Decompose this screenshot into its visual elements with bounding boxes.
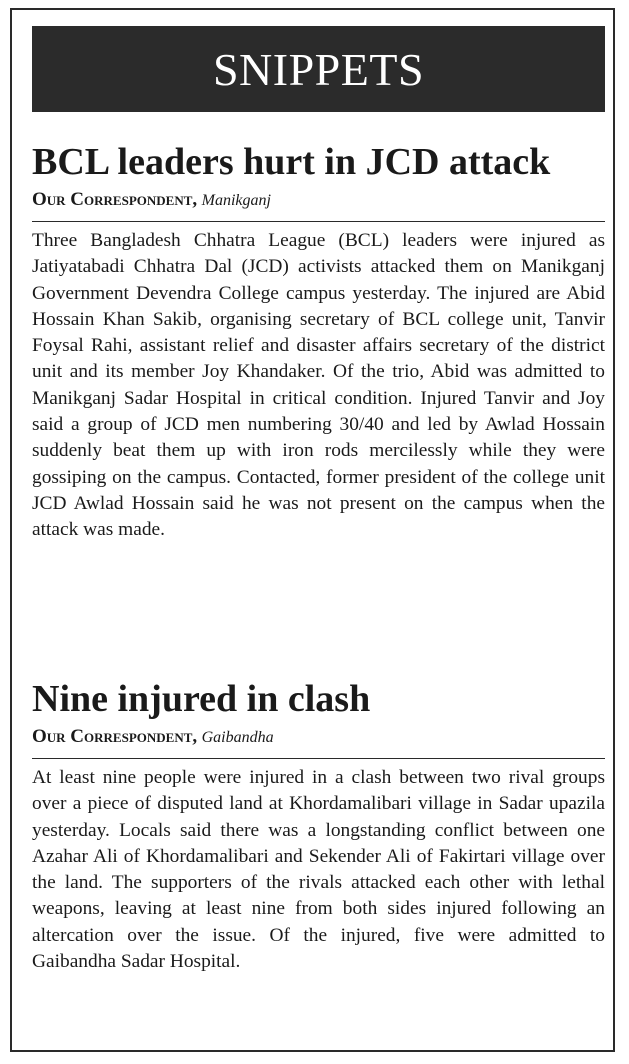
divider — [32, 221, 605, 222]
divider — [32, 758, 605, 759]
story-byline — [32, 725, 605, 749]
byline-place: Manikganj — [201, 192, 271, 209]
news-story — [32, 140, 605, 544]
news-story — [32, 677, 605, 975]
story-byline — [32, 188, 605, 212]
section-banner — [32, 26, 605, 112]
byline-name: Our Correspondent, — [32, 726, 198, 747]
story-headline: Nine injured in clash — [32, 678, 371, 720]
byline-name: Our Correspondent, — [32, 189, 198, 210]
story-headline: BCL leaders hurt in JCD attack — [32, 141, 551, 183]
story-body: At least nine people were injured in a clash between two rival groups over a piece of disputed land at Khordamalibari village in Sadar upazila yesterday. Locals said there was a longstanding conflict between one Azahar Ali of Khordamalibari and Sekender Ali of Fakirtari village over the land. The supporters of the rivals attacked each other with lethal weapons, leaving at least nine from both sides injured following an altercation over the issue. Of the injured, five were admitted to Gaibandha Sadar Hospital. — [32, 767, 605, 973]
section-title: SNIPPETS — [212, 43, 425, 95]
byline-place: Gaibandha — [201, 729, 274, 746]
story-body: Three Bangladesh Chhatra League (BCL) leaders were injured as Jatiyatabadi Chhatra Dal (JCD) activists attacked them on Manikganj Government Devendra College campus yesterday. The injured are Abid Hossain Khan Sakib, organising secretary of BCL college unit, Tanvir Foysal Rahi, assistant relief and disaster affairs secretary of the district unit and its member Joy Khandaker. Of the trio, Abid was admitted to Manikganj Sadar Hospital in critical condition. Injured Tanvir and Joy said a group of JCD men numbering 30/40 and led by Awlad Hossain suddenly beat them up with iron rods mercilessly while they were gossiping on the campus. Contacted, former president of the college unit JCD Awlad Hossain said he was not present on the campus when the attack was made. — [32, 230, 605, 541]
